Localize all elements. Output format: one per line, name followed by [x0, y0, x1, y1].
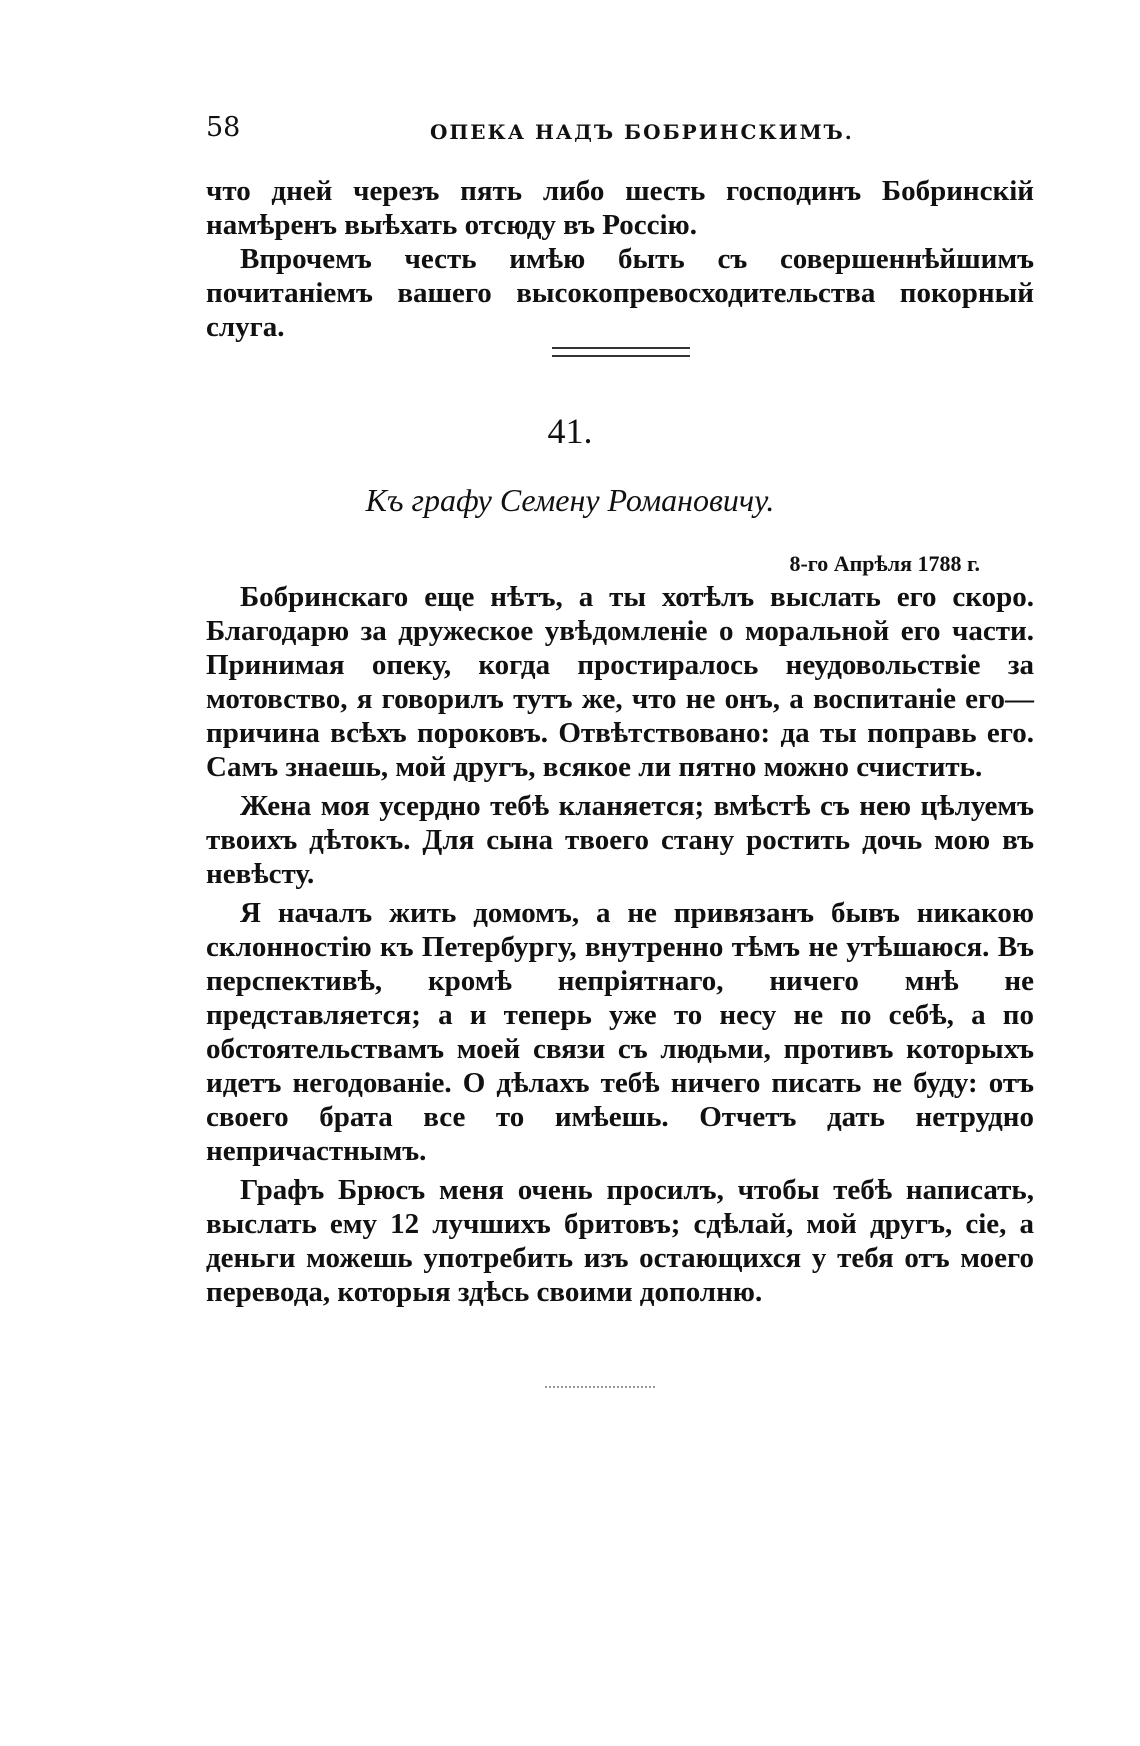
letter-number: 41. [547, 411, 593, 451]
section-divider [552, 347, 690, 357]
paragraph: Впрочемъ честь имѣю быть съ совершеннѣйшимъ почитаніемъ вашего высокопревосходительства покорный слуга. [206, 243, 1034, 343]
print-specks [545, 1386, 655, 1394]
paragraph: Жена моя усердно тебѣ кланяется; вмѣстѣ съ нею цѣлуемъ твоихъ дѣтокъ. Для сына твоего стану ростить дочь мою въ невѣсту. [206, 790, 1034, 890]
continuation-text [206, 174, 1034, 344]
paragraph: Я началъ жить домомъ, а не привязанъ бывъ никакою склонностію къ Петербургу, внутренно тѣмъ не утѣшаюся. Въ перспективѣ, кромѣ непріятнаго, ничего мнѣ не представляется; а и теперь уже то несу не по себѣ, а по обстоятельствамъ моей связи съ людьми, противъ которыхъ идетъ негодованіе. О дѣлахъ тебѣ ничего писать не буду: отъ своего брата все то имѣешь. Отчетъ дать нетрудно непричастнымъ. [206, 897, 1034, 1167]
running-title: ОПЕКА НАДЪ БОБРИНСКИМЪ. [430, 120, 854, 144]
letter-title: Къ графу Семену Романовичу. [365, 482, 775, 518]
letter-date: 8-го Апрѣля 1788 г. [789, 551, 980, 576]
page-number: 58 [206, 112, 241, 143]
paragraph: Бобринскаго еще нѣтъ, а ты хотѣлъ выслать его скоро. Благодарю за дружеское увѣдомленіе о моральной его части. Принимая опеку, когда простиралось неудовольствіе за мотовство, я говорилъ тутъ же, что не онъ, а воспитаніе его—причина всѣхъ пороковъ. Отвѣтствовано: да ты поправь его. Самъ знаешь, мой другъ, всякое ли пятно можно счистить. [206, 581, 1034, 783]
paragraph: Графъ Брюсъ меня очень просилъ, чтобы тебѣ написать, выслать ему 12 лучшихъ бритовъ; сдѣлай, мой другъ, сіе, а деньги можешь употребить изъ остающихся у тебя отъ моего перевода, которыя здѣсь своими дополню. [206, 1174, 1034, 1308]
letter-body [206, 580, 1034, 1314]
paragraph: что дней черезъ пять либо шесть господинъ Бобринскій намѣренъ выѣхать отсюду въ Россію. [206, 175, 1034, 241]
